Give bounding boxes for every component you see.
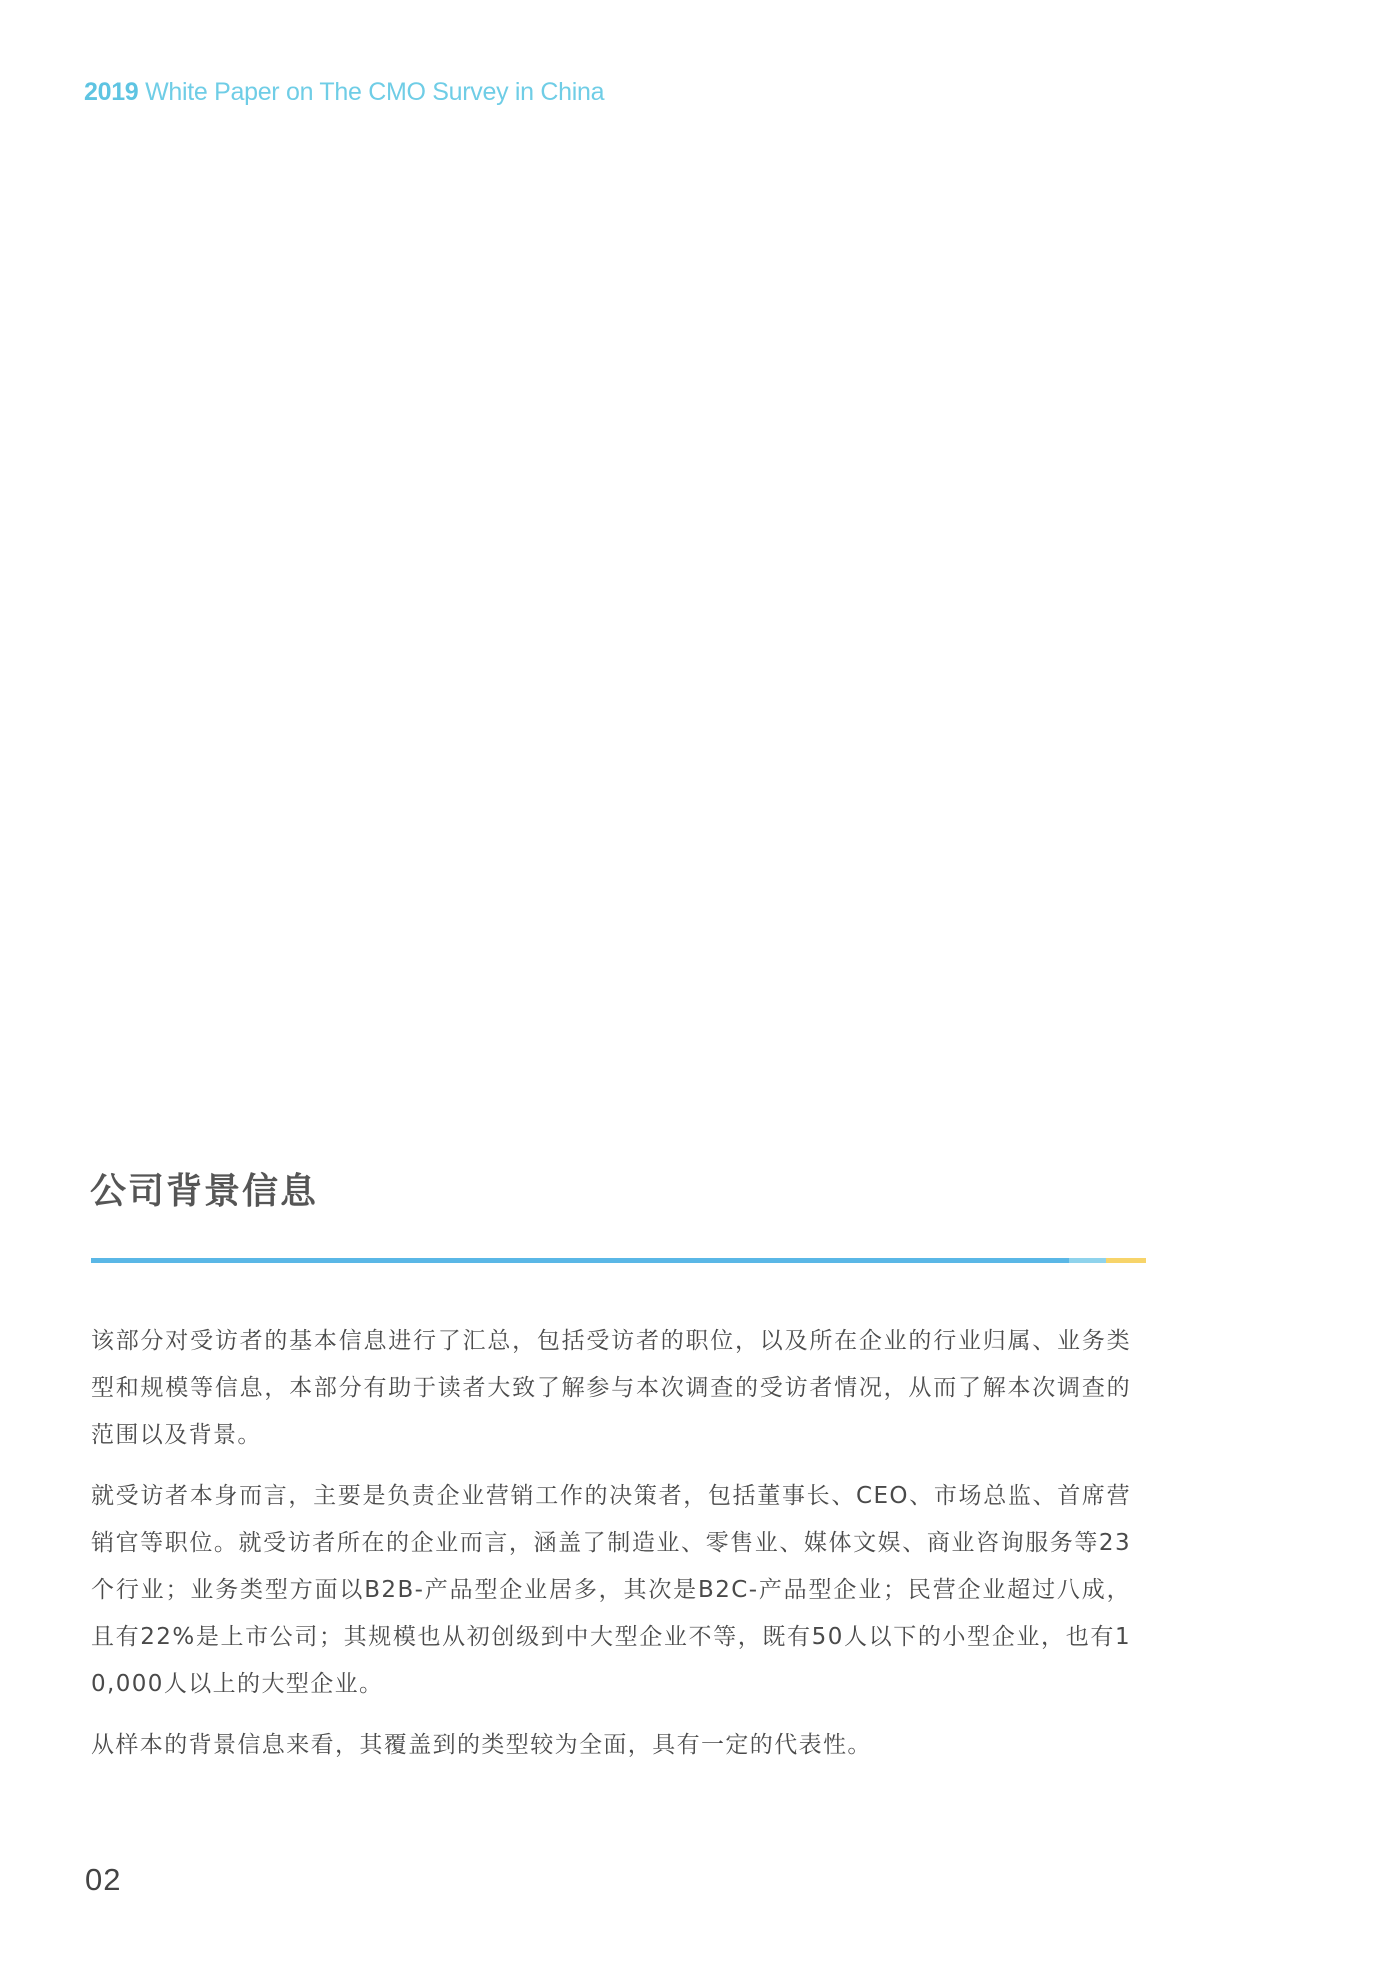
section-divider [91,1258,1146,1263]
header-title: White Paper on The CMO Survey in China [138,78,605,106]
body-text [91,1318,1131,1783]
paragraph-conclusion: 从样本的背景信息来看，其覆盖到的类型较为全面，具有一定的代表性。 [91,1732,872,1758]
running-header [84,78,604,107]
paragraph-respondents: 就受访者本身而言，主要是负责企业营销工作的决策者，包括董事长、CEO、市场总监、首席营销官等职位。就受访者所在的企业而言，涵盖了制造业、零售业、媒体文娱、商业咨询服务等23个行业；业务类型方面以B2B-产品型企业居多，其次是B2C-产品型企业；民营企业超过八成，且有22%是上市公司；其规模也从初创级到中大型企业不等，既有50人以下的小型企业，也有10,000人以上的大型企业。 [91,1483,1131,1697]
header-year: 2019 [84,78,139,106]
section-title: 公司背景信息 [90,1171,319,1212]
page-number: 02 [85,1862,122,1897]
divider-main-segment [91,1258,1069,1263]
paragraph-intro: 该部分对受访者的基本信息进行了汇总，包括受访者的职位，以及所在企业的行业归属、业务类型和规模等信息，本部分有助于读者大致了解参与本次调查的受访者情况，从而了解本次调查的范围以及背景。 [91,1328,1131,1448]
divider-accent-segment [1106,1258,1146,1263]
divider-light-segment [1069,1258,1106,1263]
